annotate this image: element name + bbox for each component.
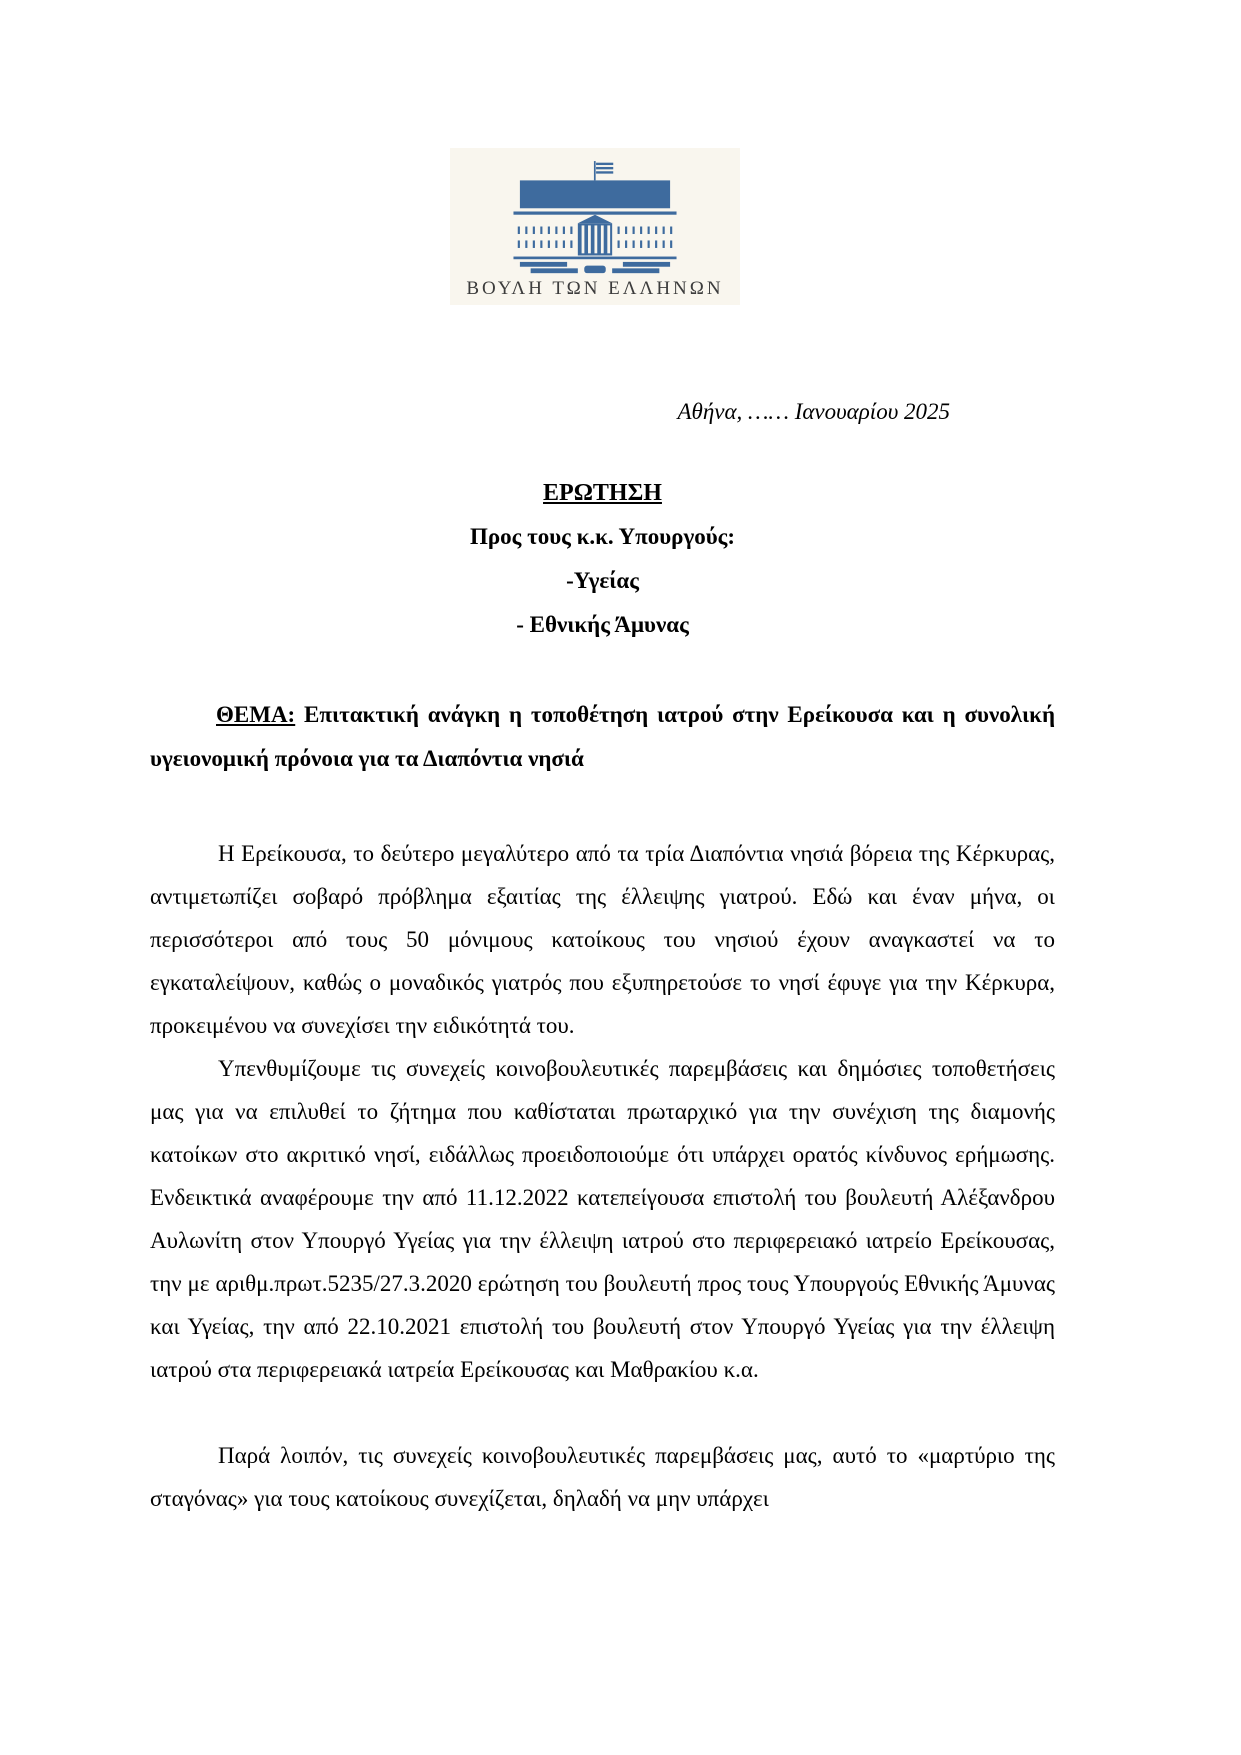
parliament-logo xyxy=(450,148,740,305)
paragraph-1: Η Ερείκουσα, το δεύτερο μεγαλύτερο από τα τρία Διαπόντια νησιά βόρεια της Κέρκυρας, αντιμετωπίζει σοβαρό πρόβλημα εξαιτίας της έλλειψης γιατρού. Εδώ και έναν μήνα, οι περισσότεροι από τους 50 μόνιμους κατοίκους του νησιού έχουν αναγκαστεί να το εγκαταλείψουν, καθώς ο μοναδικός γιατρός που εξυπηρετούσε το νησί έφυγε για την Κέρκυρα, προκειμένου να συνεχίσει την ειδικότητά του. xyxy=(150,841,1055,1038)
document-title: ΕΡΩΤΗΣΗ xyxy=(543,480,662,506)
subject-label: ΘΕΜΑ: xyxy=(216,702,296,727)
recipient-defence: - Εθνικής Άμυνας xyxy=(516,612,689,637)
document-body xyxy=(150,832,1055,1520)
subject-text: Επιτακτική ανάγκη η τοποθέτηση ιατρού στην Ερείκουσα και η συνολική υγειονομική πρόνοια για τα Διαπόντια νησιά xyxy=(150,702,1055,771)
date-line: Αθήνα, …… Ιανουαρίου 2025 xyxy=(677,399,950,424)
paragraph-2: Υπενθυμίζουμε τις συνεχείς κοινοβουλευτικές παρεμβάσεις και δημόσιες τοποθετήσεις μας για να επιλυθεί το ζήτημα που καθίσταται πρωταρχικό για την συνέχιση της διαμονής κατοίκων στο ακριτικό νησί, ειδάλλως προειδοποιούμε ότι υπάρχει ορατός κίνδυνος ερήμωσης. Ενδεικτικά αναφέρουμε την από 11.12.2022 κατεπείγουσα επιστολή του βουλευτή Αλέξανδρου Αυλωνίτη στον Υπουργό Υγείας για την έλλειψη ιατρού στο περιφερειακό ιατρείο Ερείκουσας, την με αριθμ.πρωτ.5235/27.3.2020 ερώτηση του βουλευτή προς τους Υπουργούς Εθνικής Άμυνας και Υγείας, την από 22.10.2021 επιστολή του βουλευτή στον Υπουργό Υγείας για την έλλειψη ιατρού στα περιφερειακά ιατρεία Ερείκουσας και Μαθρακίου κ.α. xyxy=(150,1056,1055,1382)
subject-line xyxy=(150,693,1055,781)
recipients-label: Προς τους κ.κ. Υπουργούς: xyxy=(469,524,736,549)
recipient-health: -Υγείας xyxy=(566,568,639,593)
parliament-logo-caption: ΒΟΥΛΗ ΤΩΝ ΕΛΛΗΝΩΝ xyxy=(466,278,724,299)
paragraph-3: Παρά λοιπόν, τις συνεχείς κοινοβουλευτικές παρεμβάσεις μας, αυτό το «μαρτύριο της σταγόνας» για τους κατοίκους συνεχίζεται, δηλαδή να μην υπάρχει xyxy=(150,1443,1055,1511)
parliament-building-icon xyxy=(485,160,705,278)
